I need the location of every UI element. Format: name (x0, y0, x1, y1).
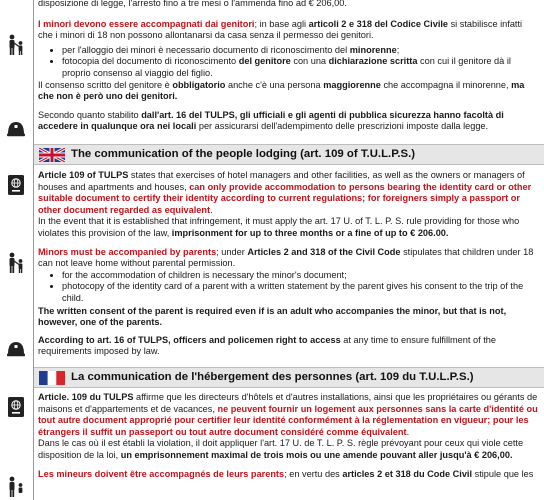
passport-icon (6, 396, 26, 418)
en-section-title: The communication of the people lodging (art. 109 of T.U.L.P.S.) (71, 148, 416, 160)
fr-article-paragraph: Article. 109 du TULPS affirme que les directeurs d'hôtels et d'autres installations, ainsi que les propriétaires ou gérants de maisons et d'appartements et de vacances, ne peuvent fournir un logement aux personnes sans la carte d'identité ou tout autre document approprié pour certifier leur identité conformément à la réglementation en vigueur; pour les étrangers il suffit un passeport ou tout autre document considéré comme équivalent. (38, 392, 538, 437)
fr-section-header (34, 367, 544, 388)
police-helmet-icon (6, 338, 26, 360)
en-article-paragraph: Article 109 of TULPS states that exercises of hotel managers and other facilities, as well as the owners or managers of houses and apartments and houses, can only provide accommodation to persons bearing the identity card or other suitable document to certify their identity according to current regulations; for foreigners simply a passport or other document regarded as equivalent. (38, 170, 532, 215)
parent-child-icon (6, 476, 26, 498)
en-section-header (34, 144, 544, 165)
list-item: • per l'alloggio dei minori è necessario documento di riconoscimento del minorenne; (62, 45, 538, 57)
it-consent-paragraph: Il consenso scritto del genitore è obbligatorio anche c'è una persona maggiorenne che accompagna il minorenne, ma che non è però uno dei genitori. (38, 79, 525, 102)
it-top-line: disposizione di legge, l'arresto fino a tre mesi o l'ammenda fino ad € 206,00. (38, 0, 347, 8)
it-police-paragraph: Secondo quanto stabilito dall'art. 16 del TULPS, gli ufficiali e gli agenti di pubblica sicurezza hanno facoltà di accedere in qualunque ora nei locali per assicurarsi dell'adempimento delle prescrizioni imposte dalla legge. (38, 109, 504, 132)
list-item: • fotocopia del documento di riconoscimento del genitore con una dichiarazione scritta con cui il genitore dà il proprio consenso al viaggio del figlio. (62, 56, 538, 79)
en-police-paragraph: According to art. 16 of TULPS, officers and policemen right to access at any time to ensure fulfillment of the requirements imposed by law. (38, 334, 496, 357)
fr-penalty-paragraph: Dans le cas où il est établi la violation, il doit appliquer l'art. 17 U. de T. L. P. S. règle prévoyant pour ceux qui viole cette disposition de la loi, un emprisonnement maximal de trois mois ou une amende pouvant aller jusqu'à € 206,00. (38, 438, 524, 460)
uk-flag-icon (39, 148, 65, 162)
passport-icon (6, 174, 26, 196)
france-flag-icon (39, 371, 65, 385)
en-consent-paragraph: The written consent of the parent is required even if is an adult who accompanies the minor, but that is not, however, one of the parents. (38, 305, 507, 328)
fr-section-title: La communication de l'hébergement des personnes (art. 109 du T.U.L.P.S.) (71, 371, 474, 383)
parent-child-icon (6, 34, 26, 56)
it-minors-paragraph: I minori devono essere accompagnati dai genitori; in base agli articoli 2 e 318 del Codice Civile si stabilisce infatti che i minori di 18 non possono allontanarsi da casa senza il permesso dei genitori. (38, 18, 523, 41)
italian-section (38, 0, 538, 133)
french-section (38, 392, 538, 480)
margin-rule (33, 0, 34, 500)
list-item: • photocopy of the identity card of a parent with a written statement by the parent gives his consent to the trip of the child. (62, 281, 538, 304)
fr-minors-paragraph: Les mineurs doivent être accompagnés de leurs parents; en vertu des articles 2 et 318 du Code Civil stipule que les (38, 468, 534, 479)
english-section (38, 170, 538, 358)
it-minors-list (38, 45, 538, 80)
en-minors-list (38, 270, 538, 305)
list-item: • for the accommodation of children is necessary the minor's document; (62, 270, 538, 282)
en-penalty-paragraph: In the event that it is established that infringement, it must apply the art. 17 U. of T. L. P. S. rule providing for those who violates this provision of the law, imprisonment for up to three months or a fine of up to € 206.00. (38, 216, 520, 238)
parent-child-icon (6, 252, 26, 274)
en-minors-paragraph: Minors must be accompanied by parents; under Articles 2 and 318 of the Civil Code stipulates that children under 18 can not leave home without parental permission. (38, 246, 534, 269)
police-helmet-icon (6, 118, 26, 140)
